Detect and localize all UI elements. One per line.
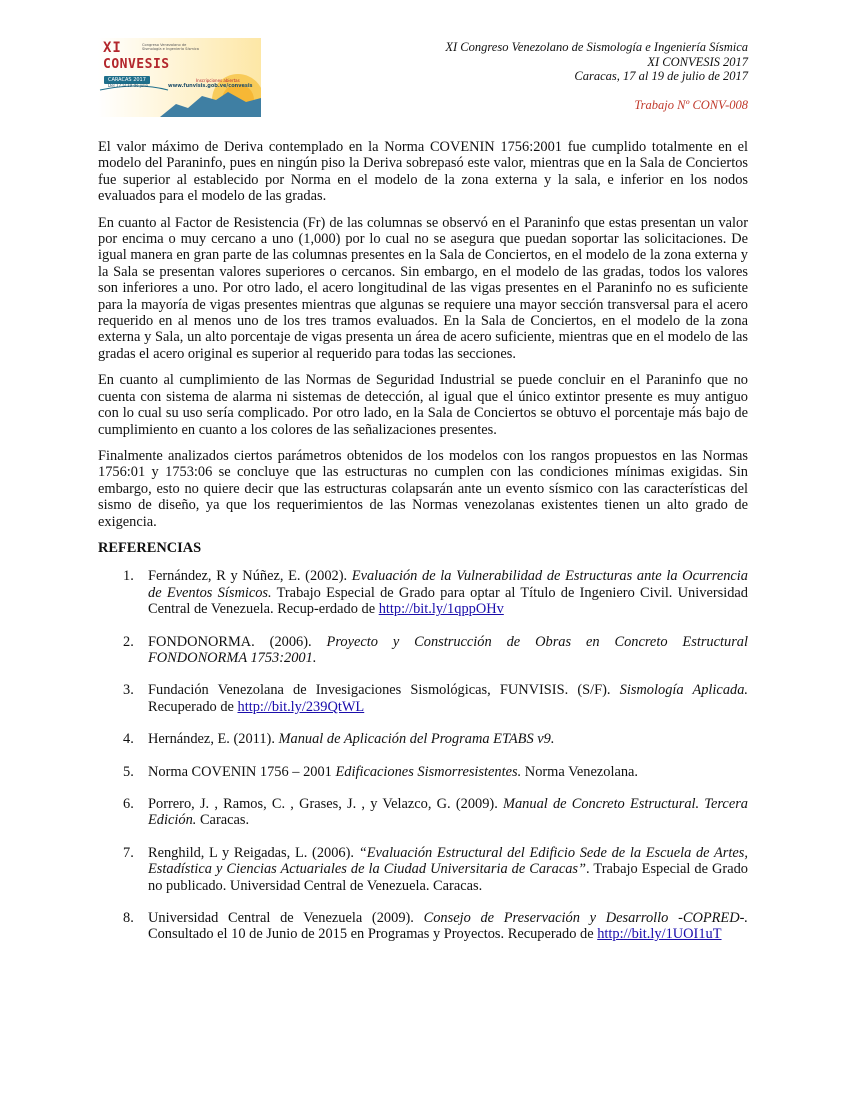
header-place-date: Caracas, 17 al 19 de julio de 2017 bbox=[574, 69, 748, 83]
reference-link[interactable]: http://bit.ly/1qppOHv bbox=[378, 601, 504, 618]
reference-number: 2. bbox=[123, 633, 134, 650]
logo-xi-text: XI bbox=[103, 40, 122, 56]
reference-details: Recuperado de bbox=[148, 698, 238, 715]
main-text bbox=[98, 139, 748, 959]
reference-number: 1. bbox=[123, 568, 134, 585]
reference-title: Manual de Aplicación del Programa ETABS v9. bbox=[278, 731, 555, 748]
reference-details: Caracas. bbox=[196, 812, 250, 829]
reference-number: 5. bbox=[123, 763, 134, 780]
header-edition: XI CONVESIS 2017 bbox=[647, 54, 748, 69]
reference-link[interactable]: http://bit.ly/1UOI1uT bbox=[597, 926, 722, 943]
logo-inscripciones: Inscripciones abiertas bbox=[196, 78, 240, 83]
reference-item bbox=[98, 731, 748, 747]
reference-title: Evaluación de la Vulnerabilidad de Estructuras ante la Ocurrencia de Eventos Sísmicos. bbox=[148, 568, 748, 601]
header-paper-number: Trabajo Nº CONV-008 bbox=[634, 97, 748, 112]
reference-number: 7. bbox=[123, 844, 134, 861]
reference-details: . Trabajo Especial de Grado no publicado. Universidad Central de Venezuela. Caracas. bbox=[148, 861, 748, 894]
reference-number: 6. bbox=[123, 796, 134, 812]
running-header bbox=[445, 40, 748, 112]
references-list bbox=[98, 568, 748, 943]
reference-authors: Fundación Venezolana de Invesigaciones Sismológicas, FUNVISIS. (S/F). bbox=[148, 682, 620, 699]
logo-dates: Del 17 al 19 de julio bbox=[108, 83, 149, 88]
reference-title: Consejo de Preservación y Desarrollo -COPRED-. bbox=[423, 910, 749, 927]
reference-number: 8. bbox=[123, 910, 134, 927]
reference-link[interactable]: http://bit.ly/239QtWL bbox=[237, 698, 365, 715]
reference-authors: Universidad Central de Venezuela (2009). bbox=[148, 910, 424, 927]
convesis-logo bbox=[98, 38, 261, 117]
reference-title: Proyecto y Construcción de Obras en Concreto Estructural FONDONORMA 1753:2001. bbox=[148, 633, 748, 666]
paragraph: En cuanto al Factor de Resistencia (Fr) de las columnas se observó en el Paraninfo que estas presentan un valor por encima o muy cercano a uno (1,000) por lo cual no se asegura que puedan soportar las solicitaciones. De igual manera en gran parte de las columnas presentes en la Sala de Conciertos, en el modelo de la zona externa y la Sala se presentan valores superiores o cercanos. Sin embargo, en el modelo de las gradas, todos los valores son inferiores a uno. Por otro lado, el acero longitudinal de las vigas presentes en el Paraninfo no es suficiente para la mayoría de vigas presentes mientras que algunas se requiere una mayor sección transversal para el acero requerido en al menos uno de los tres tramos evaluados. En la Sala de Conciertos, en el modelo de la zona externa y Sala, un alto porcentaje de vigas presenta un área de acero suficiente, mientras que en el modelo de las gradas el acero original es superior al requerido para todas las secciones. bbox=[98, 214, 748, 362]
paragraph: Finalmente analizados ciertos parámetros obtenidos de los modelos con los rangos propuestos en las Normas 1756:01 y 1753:06 se concluye que las estructuras no cumplen con las condiciones mínimas exigidas. Sin embargo, esto no quiere decir que las estructuras colapsarán ante un evento sísmico con las características del sismo de diseño, ya que los requerimientos de las Normas venezolanas existentes tienen un alto grado de exigencia. bbox=[98, 447, 748, 530]
reference-title: “Evaluación Estructural del Edificio Sede de la Escuela de Artes, Estadística y Ciencias Actuariales de la Ciudad Universitaria de Caracas” bbox=[148, 844, 748, 878]
paragraph: El valor máximo de Deriva contemplado en la Norma COVENIN 1756:2001 fue cumplido totalmente en el modelo del Paraninfo, pues en ningún piso la Deriva sobrepasó este valor, mientras que en la Sala de Conciertos fue superior al establecido por Norma en el modelo de la zona externa y la sala, e inferior en los nodos evaluados para el modelo de las gradas. bbox=[98, 139, 748, 205]
reference-details: Consultado el 10 de Junio de 2015 en Programas y Proyectos. Recuperado de bbox=[148, 926, 598, 943]
reference-authors: Fernández, R y Núñez, E. (2002). bbox=[148, 568, 352, 585]
reference-title: Sismología Aplicada. bbox=[619, 682, 748, 699]
reference-item bbox=[98, 796, 748, 829]
reference-authors: Hernández, E. (2011). bbox=[148, 731, 279, 748]
reference-item bbox=[98, 682, 748, 715]
logo-tagline: Congreso Venezolano de Sismología e Ingeniería Sísmica bbox=[142, 43, 199, 52]
reference-details: Trabajo Especial de Grado para optar al Título de Ingeniero Civil. Universidad Central de Venezuela. Recup-erdado de bbox=[148, 584, 748, 618]
logo-convesis-text: CONVESIS bbox=[103, 57, 170, 72]
logo-url: www.funvisis.gob.ve/convesis bbox=[168, 83, 253, 89]
reference-authors: FONDONORMA. (2006). bbox=[148, 633, 327, 650]
reference-number: 3. bbox=[123, 682, 134, 699]
reference-authors: Norma COVENIN 1756 – 2001 bbox=[148, 763, 336, 780]
reference-authors: Renghild, L y Reigadas, L. (2006). bbox=[148, 844, 359, 861]
reference-item bbox=[98, 845, 748, 894]
paragraph: En cuanto al cumplimiento de las Normas de Seguridad Industrial se puede concluir en el Paraninfo que no cuenta con sistema de alarma ni sistemas de detección, al igual que el único extintor presente es muy antiguo con lo cual su uso sería complicado. Por otro lado, en la Sala de Conciertos se obtuvo el porcentaje más bajo de cumplimiento en cuanto a los colores de las señalizaciones presentes. bbox=[98, 372, 748, 438]
reference-title: Edificaciones Sismorresistentes. bbox=[335, 763, 522, 780]
reference-authors: Porrero, J. , Ramos, C. , Grases, J. , y Velazco, G. (2009). bbox=[148, 796, 503, 812]
reference-title: Manual de Concreto Estructural. Tercera Edición. bbox=[148, 796, 749, 829]
reference-item bbox=[98, 634, 748, 667]
header-congress-name: XI Congreso Venezolano de Sismología e Ingeniería Sísmica bbox=[445, 40, 748, 54]
reference-item bbox=[98, 764, 748, 780]
reference-details: Norma Venezolana. bbox=[521, 763, 639, 780]
reference-number: 4. bbox=[123, 731, 134, 748]
logo-caracas-badge: CARACAS 2017 bbox=[104, 76, 150, 84]
reference-item bbox=[98, 910, 748, 943]
reference-item bbox=[98, 568, 748, 617]
references-heading: REFERENCIAS bbox=[98, 539, 202, 556]
